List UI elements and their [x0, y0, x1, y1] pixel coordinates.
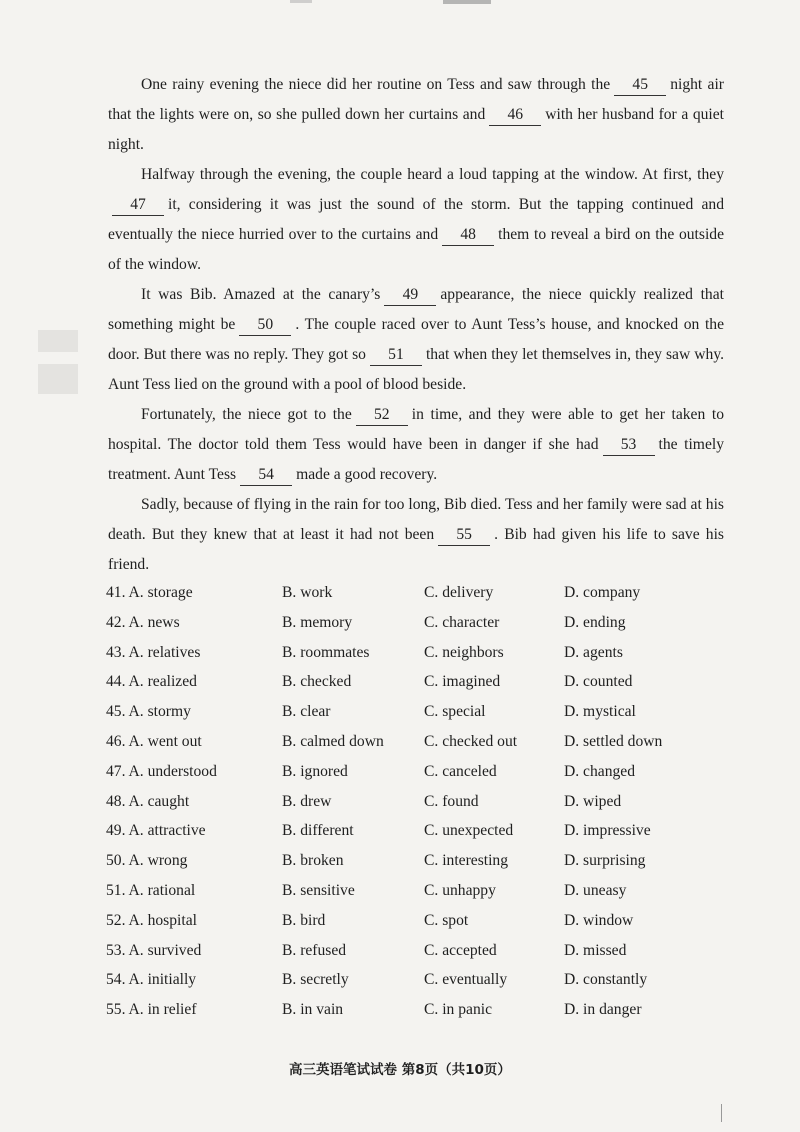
passage-text: with her husband for a quiet night.	[108, 106, 724, 153]
option-row-42	[106, 610, 726, 640]
scan-mark-top	[443, 0, 491, 4]
passage-text: . The couple raced over to Aunt Tess’s house, and knocked on the door. But there was no reply. They got so	[108, 316, 724, 363]
option-a: 47. A. understood	[106, 762, 217, 780]
option-a: 46. A. went out	[106, 732, 202, 750]
option-a: 48. A. caught	[106, 792, 190, 810]
passage-text: the timely treatment. Aunt Tess	[108, 436, 724, 483]
binding-mark	[38, 364, 78, 394]
option-a: 44. A. realized	[106, 673, 197, 691]
option-d: D. ending	[564, 613, 626, 631]
passage-text: appearance, the niece quickly realized that something might be	[108, 286, 724, 333]
blank-47: 47	[112, 195, 164, 216]
option-row-52	[106, 908, 726, 938]
option-a: 49. A. attractive	[106, 822, 206, 840]
blank-54: 54	[240, 465, 292, 486]
option-c: C. neighbors	[424, 643, 504, 661]
option-b: B. secretly	[282, 971, 349, 989]
blank-55: 55	[438, 525, 490, 546]
option-c: C. imagined	[424, 673, 501, 691]
passage-text: them to reveal a bird on the outside of the window.	[108, 226, 725, 273]
option-c: C. accepted	[424, 941, 497, 959]
option-b: B. ignored	[282, 762, 348, 780]
option-a: 52. A. hospital	[106, 911, 197, 929]
option-d: D. surprising	[564, 852, 646, 870]
option-b: B. bird	[282, 911, 326, 929]
option-a: 55. A. in relief	[106, 1001, 197, 1019]
passage-paragraph-1	[108, 70, 724, 160]
passage-text: Sadly, because of flying in the rain for too long, Bib died. Tess and her family were sad at his death. But they knew that at least it had not been	[108, 496, 724, 543]
passage-text: It was Bib. Amazed at the canary’s	[141, 286, 381, 303]
option-c: C. found	[424, 792, 479, 810]
passage-paragraph-4	[108, 400, 724, 490]
scan-mark-top-small	[290, 0, 312, 3]
option-row-43	[106, 640, 726, 670]
blank-52: 52	[356, 405, 408, 426]
option-a: 53. A. survived	[106, 941, 202, 959]
option-b: B. work	[282, 584, 333, 601]
option-row-41	[106, 580, 726, 610]
page-footer: 高三英语笔试试卷 第8页（共10页）	[289, 1062, 511, 1078]
option-row-47	[106, 759, 726, 789]
option-c: C. in panic	[424, 1001, 492, 1019]
option-d: D. settled down	[564, 732, 663, 750]
option-d: D. constantly	[564, 971, 648, 989]
passage-paragraph-3	[108, 280, 724, 400]
option-b: B. in vain	[282, 1001, 344, 1019]
passage-text: Halfway through the evening, the couple heard a loud tapping at the window. At first, they	[141, 166, 724, 183]
passage-text: that when they let themselves in, they saw why. Aunt Tess lied on the ground with a pool of blood beside.	[108, 346, 725, 393]
option-d: D. uneasy	[564, 881, 627, 899]
option-row-49	[106, 818, 726, 848]
blank-50: 50	[239, 315, 291, 336]
option-b: B. broken	[282, 852, 344, 870]
option-row-46	[106, 729, 726, 759]
option-d: D. changed	[564, 762, 636, 780]
option-a: 51. A. rational	[106, 881, 196, 899]
option-row-44	[106, 669, 726, 699]
option-b: B. clear	[282, 703, 331, 721]
option-row-54	[106, 967, 726, 997]
option-c: C. checked out	[424, 732, 518, 750]
option-c: C. special	[424, 703, 486, 721]
blank-53: 53	[603, 435, 655, 456]
option-d: D. company	[564, 584, 641, 601]
binding-mark	[38, 330, 78, 352]
option-d: D. missed	[564, 941, 627, 959]
option-b: B. roommates	[282, 643, 370, 661]
option-row-53	[106, 938, 726, 968]
passage-text: . Bib had given his life to save his friend.	[108, 526, 724, 573]
option-b: B. checked	[282, 673, 352, 691]
option-c: C. unexpected	[424, 822, 514, 840]
option-row-45	[106, 699, 726, 729]
option-d: D. in danger	[564, 1001, 642, 1019]
option-a: 41. A. storage	[106, 584, 193, 601]
blank-45: 45	[614, 75, 666, 96]
option-c: C. character	[424, 613, 500, 631]
option-d: D. agents	[564, 643, 623, 661]
option-a: 42. A. news	[106, 613, 180, 631]
option-c: C. delivery	[424, 584, 494, 601]
option-d: D. impressive	[564, 822, 651, 840]
option-d: D. window	[564, 911, 634, 929]
blank-48: 48	[442, 225, 494, 246]
option-c: C. spot	[424, 911, 469, 929]
option-c: C. eventually	[424, 971, 508, 989]
option-row-48	[106, 789, 726, 819]
blank-51: 51	[370, 345, 422, 366]
blank-46: 46	[489, 105, 541, 126]
option-a: 43. A. relatives	[106, 643, 201, 661]
option-c: C. interesting	[424, 852, 509, 870]
passage-paragraph-2	[108, 160, 724, 280]
option-a: 45. A. stormy	[106, 703, 191, 721]
passage-text: One rainy evening the niece did her routine on Tess and saw through the	[141, 76, 611, 93]
option-b: B. memory	[282, 613, 353, 631]
passage-text: it, considering it was just the sound of the storm. But the tapping continued and eventually the niece hurried over to the curtains and	[108, 196, 724, 243]
option-c: C. canceled	[424, 762, 497, 780]
passage-paragraph-5	[108, 490, 724, 580]
option-d: D. mystical	[564, 703, 636, 721]
scan-mark-bottom	[721, 1104, 722, 1122]
option-b: B. sensitive	[282, 881, 355, 899]
option-b: B. different	[282, 822, 354, 840]
option-b: B. refused	[282, 941, 347, 959]
option-b: B. calmed down	[282, 732, 384, 750]
cloze-passage	[108, 70, 724, 580]
blank-49: 49	[384, 285, 436, 306]
option-b: B. drew	[282, 792, 332, 810]
passage-text: Fortunately, the niece got to the	[141, 406, 352, 423]
answer-options	[106, 580, 726, 1027]
option-a: 54. A. initially	[106, 971, 197, 989]
passage-text: made a good recovery.	[296, 466, 438, 483]
option-c: C. unhappy	[424, 881, 496, 899]
passage-text: night air that the lights were on, so she pulled down her curtains and	[108, 76, 724, 123]
passage-text: in time, and they were able to get her taken to hospital. The doctor told them Tess would have been in danger if she had	[108, 406, 724, 453]
option-row-50	[106, 848, 726, 878]
option-d: D. wiped	[564, 792, 622, 810]
option-a: 50. A. wrong	[106, 852, 188, 870]
option-d: D. counted	[564, 673, 633, 691]
option-row-55	[106, 997, 726, 1027]
option-row-51	[106, 878, 726, 908]
